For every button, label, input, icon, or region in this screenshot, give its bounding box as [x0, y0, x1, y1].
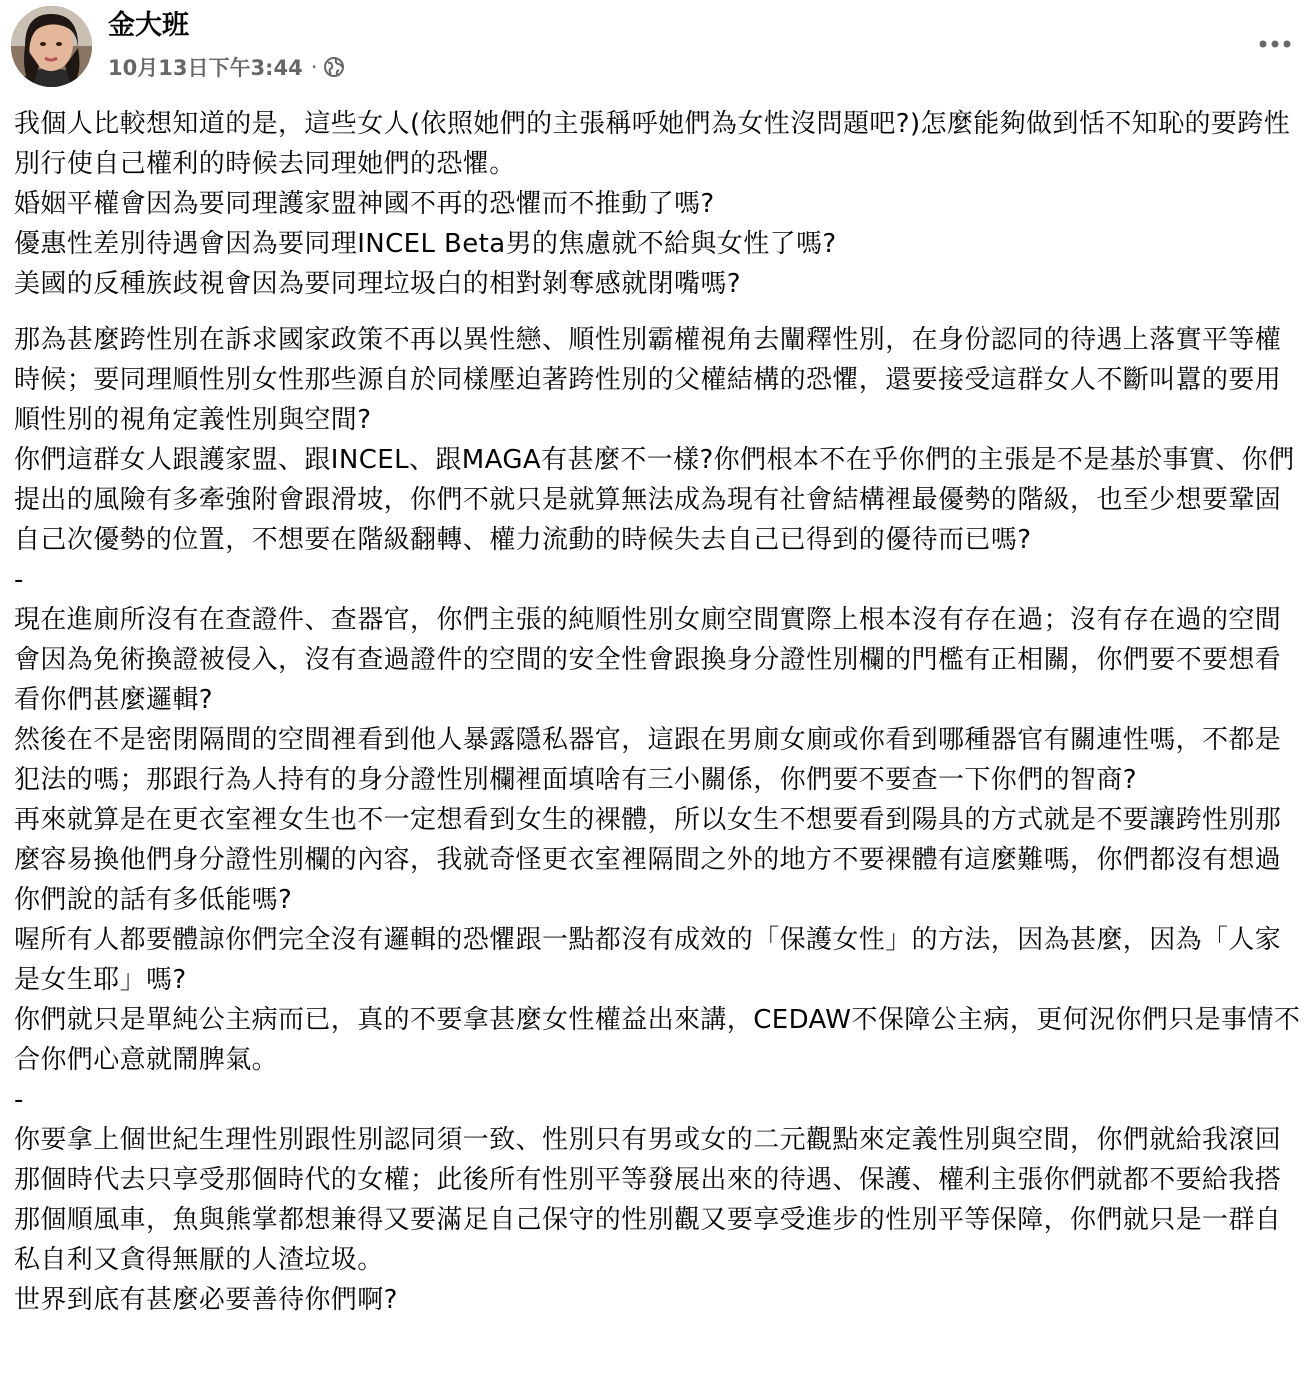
post-paragraph: 我個人比較想知道的是，這些女人(依照她們的主張稱呼她們為女性沒問題吧?)怎麼能夠做到恬不知恥的要跨性別行使自己權利的時候去同理她們的恐懼。 [14, 109, 1291, 179]
more-options-icon [1259, 40, 1291, 48]
post-paragraph: 你們就只是單純公主病而已，真的不要拿甚麼女性權益出來講，CEDAW不保障公主病，更何況你們只是事情不合你們心意就鬧脾氣。 [14, 1005, 1301, 1075]
post-paragraph: 優惠性差別待遇會因為要同理INCEL Beta男的焦慮就不給與女性了嗎? [14, 229, 837, 259]
meta-separator: · [310, 55, 318, 79]
author-avatar[interactable] [11, 6, 92, 87]
post-separator-line: - [14, 1085, 24, 1115]
avatar-image [11, 6, 92, 87]
paragraph-gap [14, 304, 1304, 320]
post-separator-line: - [14, 565, 24, 595]
more-options-button[interactable] [1253, 22, 1297, 66]
post-header [0, 0, 1311, 100]
author-name[interactable]: 金大班 [108, 10, 189, 41]
post-paragraph: 你們這群女人跟護家盟、跟INCEL、跟MAGA有甚麼不一樣?你們根本不在乎你們的主張是不是基於事實、你們提出的風險有多牽強附會跟滑坡，你們不就只是就算無法成為現有社會結構裡最優勢的階級，也至少想要鞏固自己次優勢的位置，不想要在階級翻轉、權力流動的時候失去自己已得到的優待而已嗎? [14, 445, 1295, 555]
post-body [14, 104, 1304, 1320]
post-paragraph: 然後在不是密閉隔間的空間裡看到他人暴露隱私器官，這跟在男廁女廁或你看到哪種器官有關連性嗎，不都是犯法的嗎；那跟行為人持有的身分證性別欄裡面填啥有三小關係，你們要不要查一下你們的智商? [14, 725, 1282, 795]
globe-icon[interactable] [323, 56, 345, 78]
post-paragraph: 那為甚麼跨性別在訴求國家政策不再以異性戀、順性別霸權視角去闡釋性別，在身份認同的待遇上落實平等權時候；要同理順性別女性那些源自於同樣壓迫著跨性別的父權結構的恐懼，還要接受這群女人不斷叫囂的要用順性別的視角定義性別與空間? [14, 325, 1282, 435]
post-paragraph: 你要拿上個世紀生理性別跟性別認同須一致、性別只有男或女的二元觀點來定義性別與空間，你們就給我滾回那個時代去只享受那個時代的女權；此後所有性別平等發展出來的待遇、保護、權利主張你們就都不要給我搭那個順風車，魚與熊掌都想兼得又要滿足自己保守的性別觀又要享受進步的性別平等保障，你們就只是一群自私自利又貪得無厭的人渣垃圾。 [14, 1125, 1282, 1275]
post-paragraph: 現在進廁所沒有在查證件、查器官，你們主張的純順性別女廁空間實際上根本沒有存在過；沒有存在過的空間會因為免術換證被侵入，沒有查過證件的空間的安全性會跟換身分證性別欄的門檻有正相關，你們要不要想看看你們甚麼邏輯? [14, 605, 1282, 715]
post-paragraph: 再來就算是在更衣室裡女生也不一定想看到女生的裸體，所以女生不想要看到陽具的方式就是不要讓跨性別那麼容易換他們身分證性別欄的內容，我就奇怪更衣室裡隔間之外的地方不要裸體有這麼難嗎，你們都沒有想過你們說的話有多低能嗎? [14, 805, 1282, 915]
post-meta [108, 52, 345, 82]
post-paragraph: 美國的反種族歧視會因為要同理垃圾白的相對剝奪感就閉嘴嗎? [14, 269, 742, 299]
post-paragraph: 喔所有人都要體諒你們完全沒有邏輯的恐懼跟一點都沒有成效的「保護女性」的方法，因為甚麼，因為「人家是女生耶」嗎? [14, 925, 1282, 995]
post-paragraph: 婚姻平權會因為要同理護家盟神國不再的恐懼而不推動了嗎? [14, 189, 715, 219]
post-timestamp[interactable]: 10月13日下午3:44 [108, 56, 303, 80]
post-paragraph: 世界到底有甚麼必要善待你們啊? [14, 1285, 398, 1315]
